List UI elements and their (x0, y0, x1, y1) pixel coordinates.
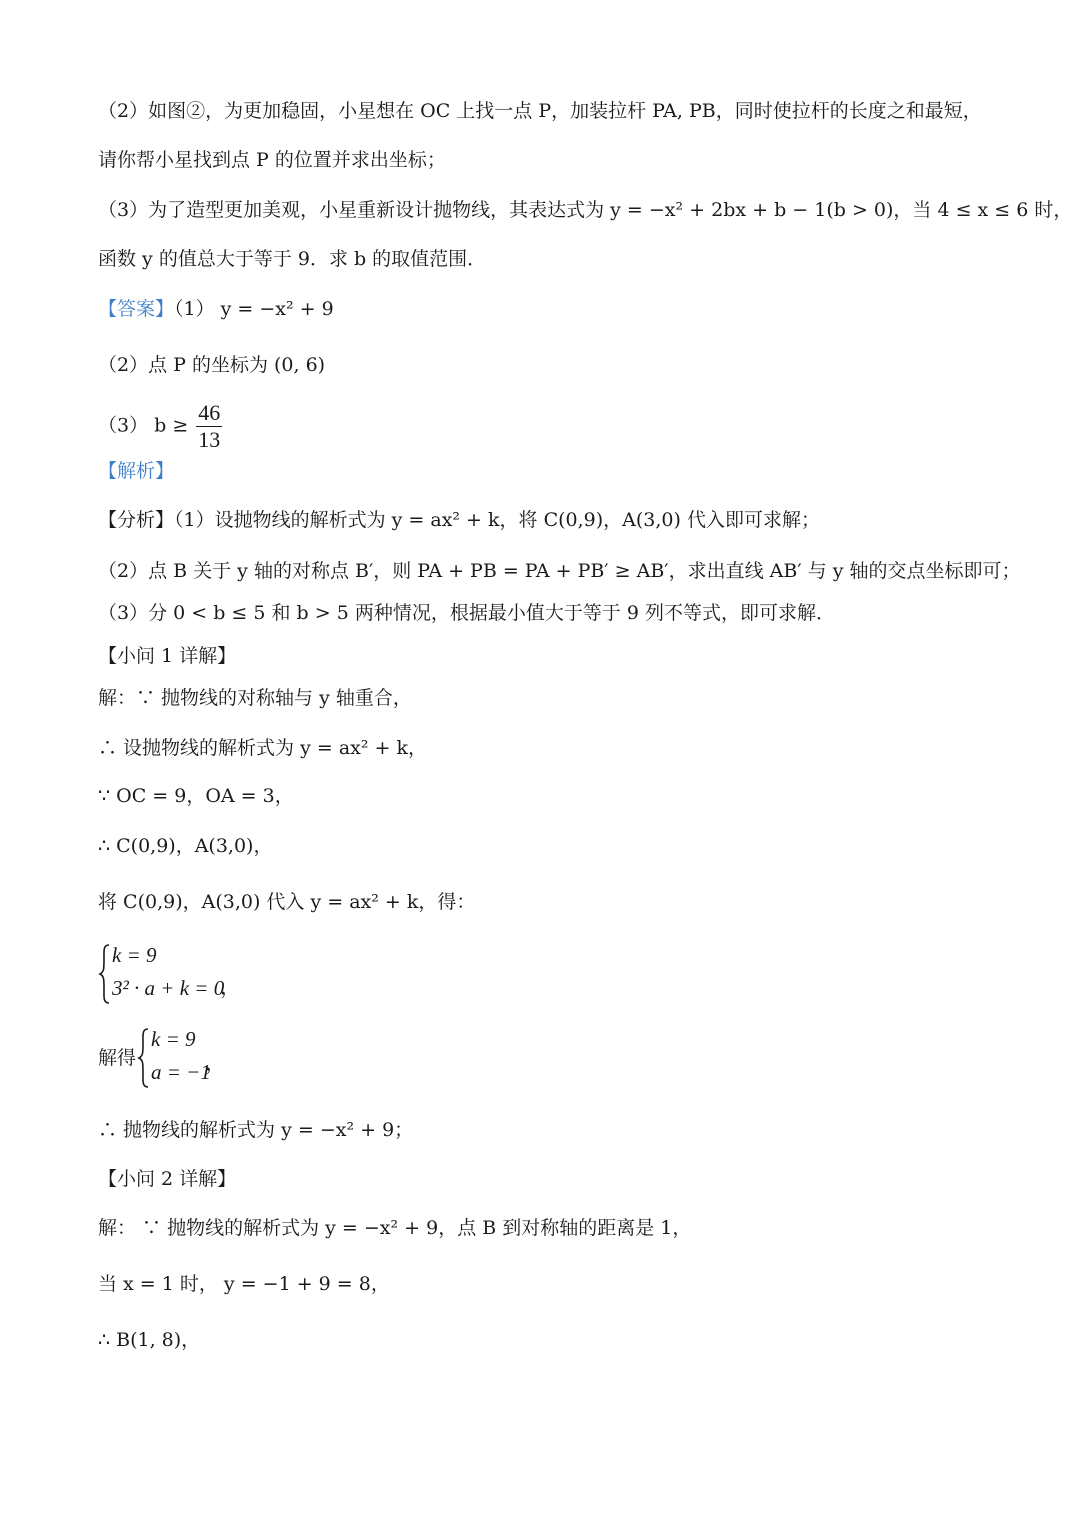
analysis-tag: 【解析】 (98, 460, 175, 482)
solution-1-line-3: ∵ OC = 9，OA = 3， (98, 785, 294, 807)
analysis-line-2: （2）点 B 关于 y 轴的对称点 B′，则 PA + PB = PA + PB′ ≥ AB′，求出直线 AB′ 与 y 轴的交点坐标即可； (98, 560, 1021, 582)
answer-3-prefix: （3） b ≥ (98, 414, 195, 437)
analysis-line-3: （3）分 0 < b ≤ 5 和 b > 5 两种情况，根据最小值大于等于 9 列不等式，即可求解． (98, 602, 836, 624)
analysis-line-1: 【分析】（1）设抛物线的解析式为 y = ax² + k，将 C(0,9)，A(3,0) 代入即可求解； (98, 509, 820, 531)
system-1-row-2: 3² · a + k = 0 (112, 976, 225, 1000)
solution-2-line-2: 当 x = 1 时， y = −1 + 9 = 8， (98, 1273, 390, 1295)
fraction-numerator: 46 (198, 400, 221, 425)
answer-3 (98, 400, 222, 453)
question-3-line-1: （3）为了造型更加美观，小星重新设计抛物线，其表达式为 y = −x² + 2bx + b − 1(b > 0)，当 4 ≤ x ≤ 6 时， (98, 199, 1073, 221)
answer-tag: 【答案】 (98, 298, 175, 320)
equation-system-2 (137, 1027, 257, 1091)
fraction-denominator: 13 (198, 427, 221, 452)
answer-line-1 (98, 294, 334, 324)
subquestion-2-title: 【小问 2 详解】 (98, 1168, 237, 1190)
question-3-line-2: 函数 y 的值总大于等于 9．求 b 的取值范围． (98, 248, 487, 270)
subquestion-1-title: 【小问 1 详解】 (98, 645, 237, 667)
answer-2: （2）点 P 的坐标为 (0, 6) (98, 354, 326, 376)
system-2-row-2: a = −1 (151, 1060, 211, 1084)
solution-1-conclusion: ∴ 抛物线的解析式为 y = −x² + 9； (98, 1119, 414, 1141)
solution-2-line-3: ∴ B(1, 8)， (98, 1329, 201, 1351)
question-2-line-1: （2）如图②，为更加稳固，小星想在 OC 上找一点 P，加装拉杆 PA, PB，同时使拉杆的长度之和最短， (98, 100, 982, 122)
solution-1-line-2: ∴ 设抛物线的解析式为 y = ax² + k， (98, 737, 427, 759)
solve-prefix: 解得 (98, 1047, 137, 1069)
solution-1-line-5: 将 C(0,9)，A(3,0) 代入 y = ax² + k，得： (98, 891, 476, 913)
left-brace-icon (98, 943, 112, 1005)
system-1-tail: ， (220, 975, 241, 999)
left-brace-icon (137, 1027, 151, 1089)
solution-1-line-1: 解：∵ 抛物线的对称轴与 y 轴重合， (98, 687, 412, 709)
system-2-tail: ， (205, 1051, 226, 1075)
system-1-row-1: k = 9 (112, 943, 157, 967)
answer-1: （1） y = −x² + 9 (174, 298, 334, 320)
solution-1-line-4: ∴ C(0,9)，A(3,0)， (98, 835, 273, 857)
system-2-row-1: k = 9 (151, 1027, 196, 1051)
answer-3-fraction (196, 400, 222, 453)
question-2-line-2: 请你帮小星找到点 P 的位置并求出坐标； (98, 149, 446, 171)
solution-2-line-1: 解： ∵ 抛物线的解析式为 y = −x² + 9，点 B 到对称轴的距离是 1， (98, 1217, 692, 1239)
equation-system-1 (98, 943, 258, 1007)
